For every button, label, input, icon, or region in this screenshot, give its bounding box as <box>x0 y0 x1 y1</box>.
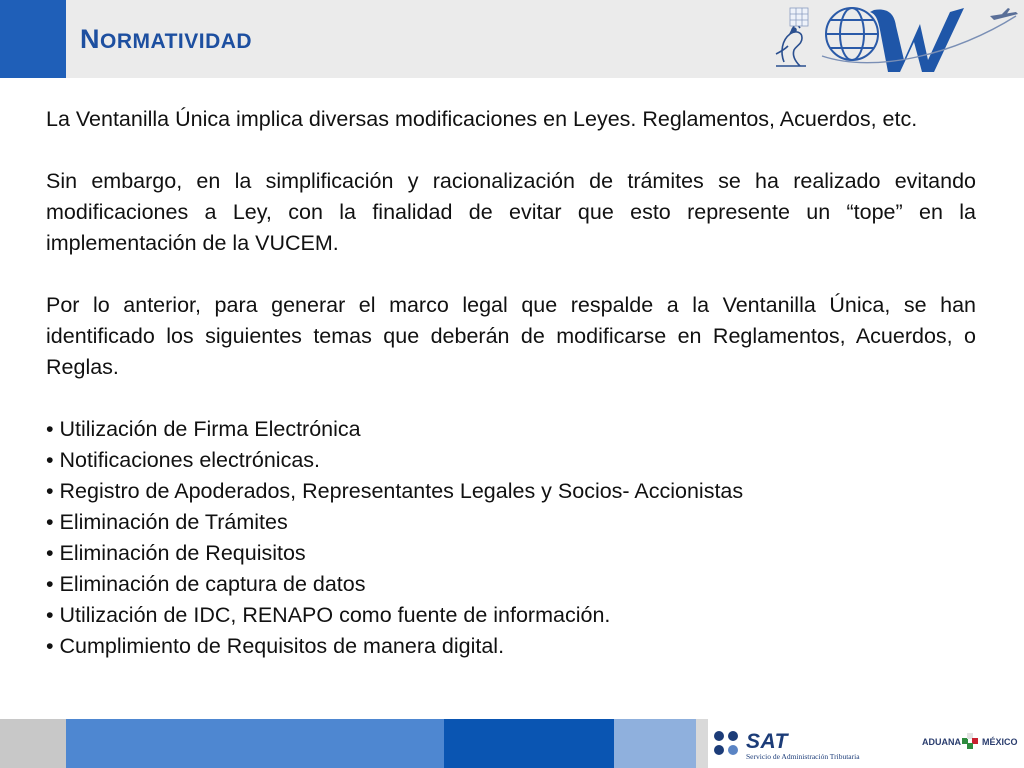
list-item: • Utilización de Firma Electrónica <box>46 417 361 441</box>
slide-header <box>0 0 1024 78</box>
footer-stripe-gray <box>0 719 66 768</box>
list-item: • Eliminación de Requisitos <box>46 541 306 565</box>
paragraph-legal-framework: Por lo anterior, para generar el marco legal que respalde a la Ventanilla Única, se han identificado los siguientes temas que deberán de modificarse en Reglamentos, Acuerdos, o Reglas. <box>46 293 976 379</box>
footer-logos <box>708 719 1024 768</box>
footer-stripe-mid <box>66 719 444 768</box>
slide-footer <box>0 719 1024 768</box>
footer-stripe-dark <box>444 719 614 768</box>
document-grid-icon <box>790 8 808 26</box>
slide-body <box>46 104 976 662</box>
header-accent-bar <box>0 0 66 78</box>
eagle-icon <box>776 22 806 66</box>
page-title <box>80 24 252 55</box>
globe-icon <box>826 8 878 60</box>
footer-stripe-light <box>614 719 696 768</box>
topics-list <box>46 414 976 662</box>
mexico-label: MÉXICO <box>982 737 1018 747</box>
footer-stripe-pale <box>696 719 708 768</box>
sat-logo-subtitle: Servicio de Administración Tributaria <box>746 752 860 761</box>
sat-logo-text: SAT <box>746 730 788 753</box>
aduana-cross-icon <box>962 733 978 749</box>
list-item: • Eliminación de captura de datos <box>46 572 366 596</box>
list-item: • Utilización de IDC, RENAPO como fuente de información. <box>46 603 611 627</box>
page-title-rest: ORMATIVIDAD <box>100 30 253 53</box>
list-item: • Eliminación de Trámites <box>46 510 288 534</box>
vucem-logo-icon <box>766 0 1024 78</box>
list-item: • Registro de Apoderados, Representantes Legales y Socios- Accionistas <box>46 479 744 503</box>
sat-dots-icon <box>712 729 742 759</box>
paragraph-simplification: Sin embargo, en la simplificación y racionalización de trámites se ha realizado evitando modificaciones a Ley, con la finalidad de evitar que esto represente un “tope” en la implementación de la VUCEM. <box>46 169 976 255</box>
paragraph-intro: La Ventanilla Única implica diversas modificaciones en Leyes. Reglamentos, Acuerdos, etc. <box>46 107 918 131</box>
list-item: • Cumplimiento de Requisitos de manera digital. <box>46 634 505 658</box>
list-item: • Notificaciones electrónicas. <box>46 448 321 472</box>
aduana-label: ADUANA <box>922 737 961 747</box>
page-title-initial: N <box>80 24 100 54</box>
